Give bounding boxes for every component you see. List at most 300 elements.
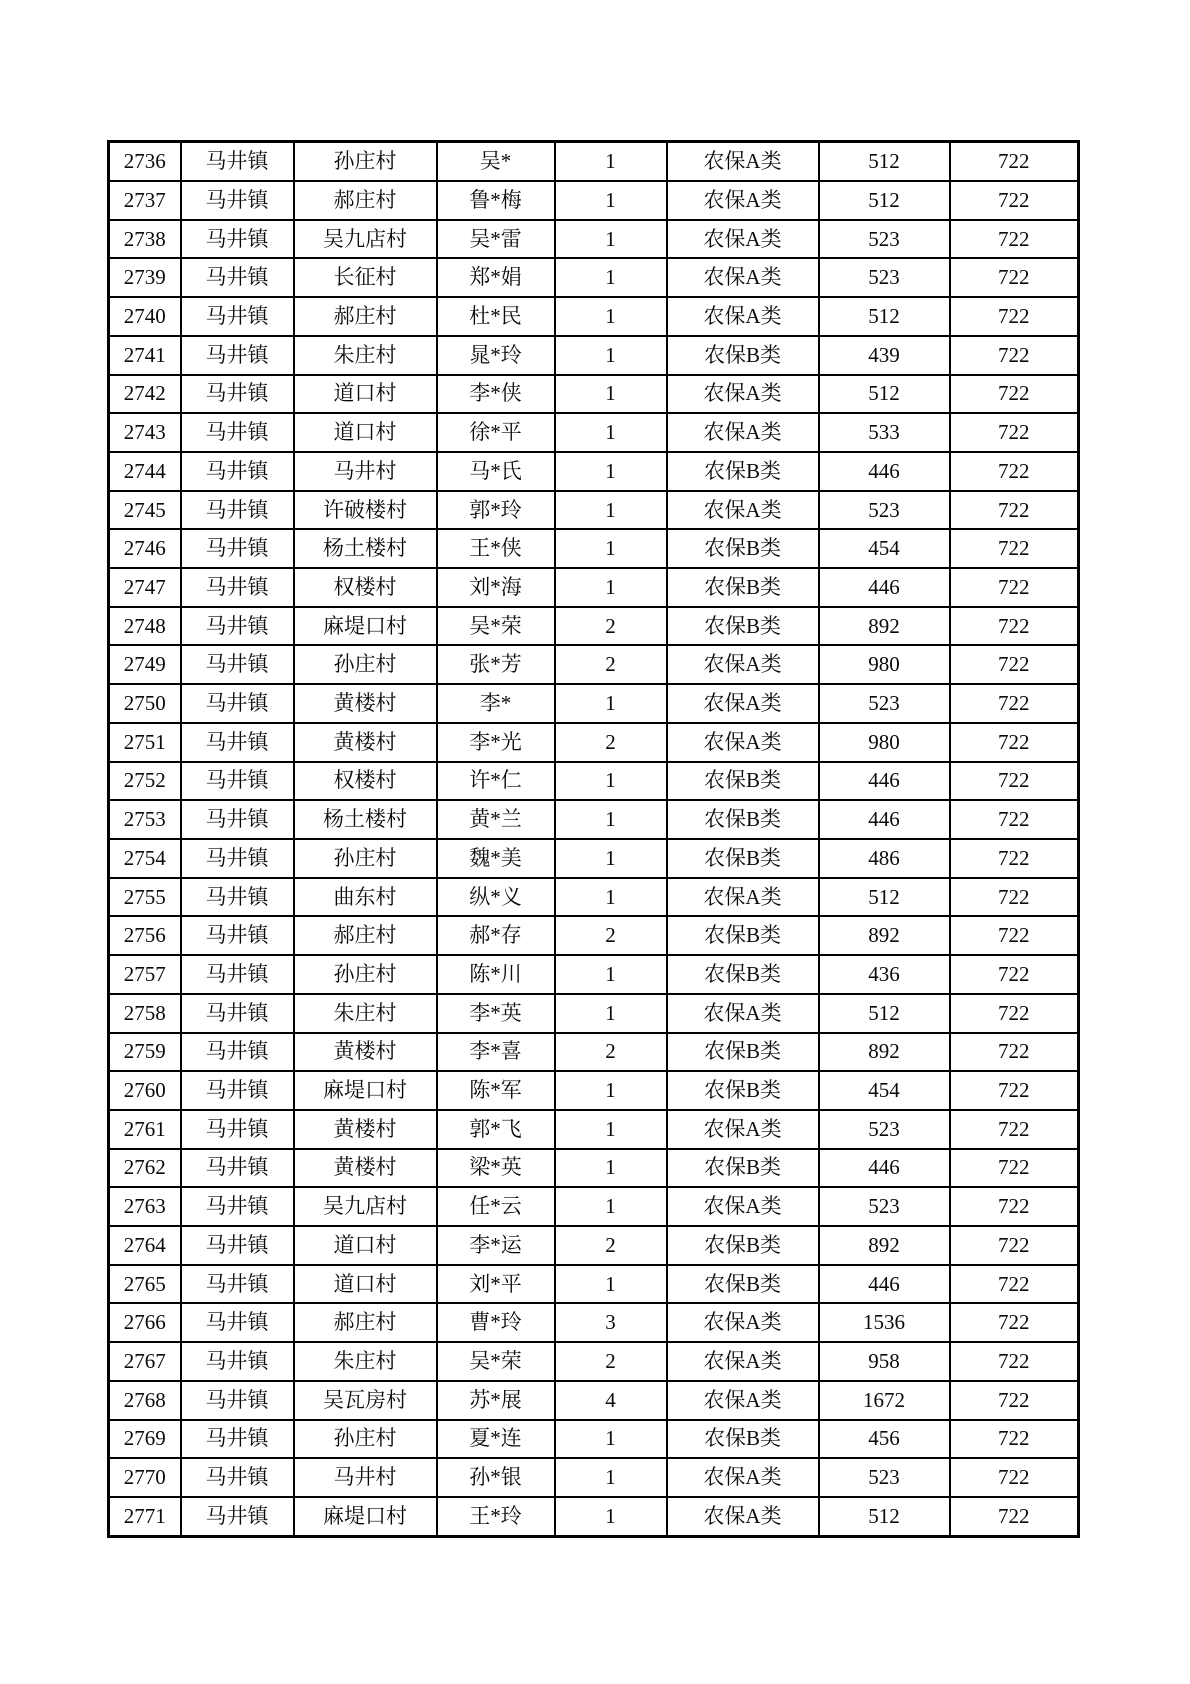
cell-town: 马井镇: [181, 1458, 294, 1497]
cell-insurance-category: 农保B类: [667, 452, 819, 491]
cell-town: 马井镇: [181, 1303, 294, 1342]
cell-standard: 722: [950, 413, 1079, 452]
cell-person-count: 1: [555, 529, 667, 568]
cell-person-count: 1: [555, 413, 667, 452]
table-row: [109, 645, 1079, 684]
cell-town: 马井镇: [181, 1226, 294, 1265]
cell-town: 马井镇: [181, 916, 294, 955]
cell-amount: 446: [819, 1265, 950, 1304]
cell-town: 马井镇: [181, 336, 294, 375]
cell-town: 马井镇: [181, 1033, 294, 1072]
cell-serial-number: 2738: [109, 220, 181, 259]
table-row: [109, 297, 1079, 336]
cell-name: 鲁*梅: [437, 181, 555, 220]
cell-name: 张*芳: [437, 645, 555, 684]
cell-person-count: 1: [555, 839, 667, 878]
cell-name: 郑*娟: [437, 258, 555, 297]
cell-person-count: 1: [555, 878, 667, 917]
cell-person-count: 1: [555, 1458, 667, 1497]
cell-village: 孙庄村: [294, 955, 437, 994]
cell-town: 马井镇: [181, 839, 294, 878]
cell-serial-number: 2759: [109, 1033, 181, 1072]
cell-name: 苏*展: [437, 1381, 555, 1420]
cell-town: 马井镇: [181, 413, 294, 452]
cell-serial-number: 2754: [109, 839, 181, 878]
cell-standard: 722: [950, 1458, 1079, 1497]
cell-insurance-category: 农保B类: [667, 1071, 819, 1110]
cell-name: 李*喜: [437, 1033, 555, 1072]
cell-person-count: 1: [555, 1110, 667, 1149]
cell-insurance-category: 农保A类: [667, 181, 819, 220]
cell-standard: 722: [950, 1303, 1079, 1342]
cell-name: 陈*川: [437, 955, 555, 994]
cell-amount: 446: [819, 568, 950, 607]
cell-name: 李*: [437, 684, 555, 723]
cell-standard: 722: [950, 1110, 1079, 1149]
cell-name: 任*云: [437, 1187, 555, 1226]
cell-name: 陈*军: [437, 1071, 555, 1110]
table-row: [109, 1226, 1079, 1265]
table-row: [109, 723, 1079, 762]
cell-insurance-category: 农保A类: [667, 994, 819, 1033]
cell-serial-number: 2736: [109, 142, 181, 182]
cell-town: 马井镇: [181, 181, 294, 220]
cell-insurance-category: 农保A类: [667, 258, 819, 297]
cell-insurance-category: 农保B类: [667, 1265, 819, 1304]
cell-name: 王*玲: [437, 1497, 555, 1537]
cell-insurance-category: 农保B类: [667, 336, 819, 375]
cell-village: 杨土楼村: [294, 800, 437, 839]
cell-insurance-category: 农保A类: [667, 142, 819, 182]
cell-village: 黄楼村: [294, 1149, 437, 1188]
cell-standard: 722: [950, 258, 1079, 297]
cell-village: 黄楼村: [294, 684, 437, 723]
cell-town: 马井镇: [181, 297, 294, 336]
cell-name: 纵*义: [437, 878, 555, 917]
table-row: [109, 181, 1079, 220]
cell-name: 曹*玲: [437, 1303, 555, 1342]
cell-amount: 456: [819, 1420, 950, 1459]
cell-standard: 722: [950, 1187, 1079, 1226]
cell-serial-number: 2741: [109, 336, 181, 375]
cell-standard: 722: [950, 1497, 1079, 1537]
cell-amount: 454: [819, 529, 950, 568]
cell-person-count: 1: [555, 491, 667, 530]
cell-standard: 722: [950, 1149, 1079, 1188]
cell-person-count: 2: [555, 1226, 667, 1265]
table-row: [109, 1110, 1079, 1149]
cell-village: 郝庄村: [294, 916, 437, 955]
table-row: [109, 762, 1079, 801]
cell-amount: 958: [819, 1342, 950, 1381]
cell-insurance-category: 农保B类: [667, 1226, 819, 1265]
cell-serial-number: 2739: [109, 258, 181, 297]
cell-name: 黄*兰: [437, 800, 555, 839]
table-row: [109, 955, 1079, 994]
cell-town: 马井镇: [181, 220, 294, 259]
cell-name: 吴*荣: [437, 607, 555, 646]
cell-village: 黄楼村: [294, 1033, 437, 1072]
cell-name: 李*运: [437, 1226, 555, 1265]
table-row: [109, 1458, 1079, 1497]
cell-person-count: 1: [555, 1071, 667, 1110]
table-row: [109, 1033, 1079, 1072]
cell-standard: 722: [950, 916, 1079, 955]
cell-amount: 892: [819, 1033, 950, 1072]
cell-name: 吴*: [437, 142, 555, 182]
table-row: [109, 258, 1079, 297]
cell-insurance-category: 农保A类: [667, 1381, 819, 1420]
cell-town: 马井镇: [181, 1071, 294, 1110]
cell-town: 马井镇: [181, 568, 294, 607]
cell-serial-number: 2742: [109, 375, 181, 414]
cell-serial-number: 2757: [109, 955, 181, 994]
cell-amount: 523: [819, 258, 950, 297]
cell-person-count: 1: [555, 375, 667, 414]
cell-amount: 454: [819, 1071, 950, 1110]
cell-village: 朱庄村: [294, 336, 437, 375]
cell-insurance-category: 农保B类: [667, 568, 819, 607]
cell-standard: 722: [950, 800, 1079, 839]
cell-standard: 722: [950, 529, 1079, 568]
cell-person-count: 1: [555, 568, 667, 607]
cell-insurance-category: 农保B类: [667, 1149, 819, 1188]
cell-insurance-category: 农保A类: [667, 491, 819, 530]
cell-amount: 446: [819, 452, 950, 491]
cell-amount: 523: [819, 1187, 950, 1226]
cell-name: 魏*美: [437, 839, 555, 878]
table-row: [109, 1187, 1079, 1226]
cell-amount: 512: [819, 142, 950, 182]
table-row: [109, 1265, 1079, 1304]
cell-standard: 722: [950, 1342, 1079, 1381]
cell-insurance-category: 农保B类: [667, 1420, 819, 1459]
cell-insurance-category: 农保A类: [667, 1342, 819, 1381]
cell-serial-number: 2752: [109, 762, 181, 801]
cell-person-count: 1: [555, 220, 667, 259]
cell-village: 权楼村: [294, 568, 437, 607]
cell-village: 黄楼村: [294, 1110, 437, 1149]
cell-name: 李*英: [437, 994, 555, 1033]
cell-town: 马井镇: [181, 1497, 294, 1537]
cell-serial-number: 2756: [109, 916, 181, 955]
cell-standard: 722: [950, 142, 1079, 182]
cell-serial-number: 2751: [109, 723, 181, 762]
cell-person-count: 1: [555, 762, 667, 801]
cell-village: 郝庄村: [294, 297, 437, 336]
cell-name: 孙*银: [437, 1458, 555, 1497]
cell-standard: 722: [950, 645, 1079, 684]
cell-serial-number: 2771: [109, 1497, 181, 1537]
cell-village: 吴九店村: [294, 220, 437, 259]
cell-standard: 722: [950, 1381, 1079, 1420]
table-row: [109, 491, 1079, 530]
cell-amount: 512: [819, 1497, 950, 1537]
cell-person-count: 1: [555, 181, 667, 220]
cell-person-count: 1: [555, 297, 667, 336]
cell-insurance-category: 农保B类: [667, 529, 819, 568]
cell-serial-number: 2746: [109, 529, 181, 568]
cell-town: 马井镇: [181, 142, 294, 182]
cell-serial-number: 2755: [109, 878, 181, 917]
cell-serial-number: 2760: [109, 1071, 181, 1110]
cell-name: 李*光: [437, 723, 555, 762]
cell-amount: 523: [819, 1110, 950, 1149]
cell-serial-number: 2768: [109, 1381, 181, 1420]
cell-name: 吴*荣: [437, 1342, 555, 1381]
table-row: [109, 375, 1079, 414]
cell-village: 道口村: [294, 1265, 437, 1304]
cell-village: 麻堤口村: [294, 1497, 437, 1537]
cell-person-count: 1: [555, 452, 667, 491]
table-row: [109, 916, 1079, 955]
cell-insurance-category: 农保A类: [667, 684, 819, 723]
table-row: [109, 568, 1079, 607]
cell-serial-number: 2753: [109, 800, 181, 839]
cell-amount: 892: [819, 607, 950, 646]
cell-insurance-category: 农保B类: [667, 762, 819, 801]
cell-amount: 446: [819, 800, 950, 839]
cell-person-count: 2: [555, 916, 667, 955]
cell-serial-number: 2743: [109, 413, 181, 452]
cell-village: 道口村: [294, 1226, 437, 1265]
cell-standard: 722: [950, 1226, 1079, 1265]
cell-serial-number: 2747: [109, 568, 181, 607]
cell-name: 李*侠: [437, 375, 555, 414]
cell-amount: 523: [819, 220, 950, 259]
cell-person-count: 4: [555, 1381, 667, 1420]
cell-village: 麻堤口村: [294, 1071, 437, 1110]
cell-village: 孙庄村: [294, 645, 437, 684]
cell-serial-number: 2765: [109, 1265, 181, 1304]
cell-serial-number: 2761: [109, 1110, 181, 1149]
cell-serial-number: 2763: [109, 1187, 181, 1226]
cell-serial-number: 2750: [109, 684, 181, 723]
cell-insurance-category: 农保A类: [667, 297, 819, 336]
cell-name: 刘*海: [437, 568, 555, 607]
table-row: [109, 878, 1079, 917]
cell-serial-number: 2766: [109, 1303, 181, 1342]
cell-person-count: 1: [555, 1265, 667, 1304]
cell-name: 刘*平: [437, 1265, 555, 1304]
cell-serial-number: 2745: [109, 491, 181, 530]
cell-person-count: 1: [555, 1420, 667, 1459]
cell-town: 马井镇: [181, 878, 294, 917]
cell-village: 黄楼村: [294, 723, 437, 762]
cell-insurance-category: 农保A类: [667, 1110, 819, 1149]
cell-village: 许破楼村: [294, 491, 437, 530]
cell-insurance-category: 农保B类: [667, 1033, 819, 1072]
cell-insurance-category: 农保B类: [667, 800, 819, 839]
cell-town: 马井镇: [181, 375, 294, 414]
cell-amount: 436: [819, 955, 950, 994]
cell-standard: 722: [950, 762, 1079, 801]
cell-person-count: 1: [555, 1497, 667, 1537]
table-row: [109, 220, 1079, 259]
cell-standard: 722: [950, 297, 1079, 336]
cell-standard: 722: [950, 1420, 1079, 1459]
cell-village: 马井村: [294, 1458, 437, 1497]
cell-person-count: 1: [555, 1187, 667, 1226]
cell-serial-number: 2770: [109, 1458, 181, 1497]
cell-village: 道口村: [294, 413, 437, 452]
cell-town: 马井镇: [181, 723, 294, 762]
cell-name: 杜*民: [437, 297, 555, 336]
cell-village: 杨土楼村: [294, 529, 437, 568]
cell-amount: 892: [819, 916, 950, 955]
table-row: [109, 529, 1079, 568]
cell-person-count: 2: [555, 1033, 667, 1072]
cell-standard: 722: [950, 1071, 1079, 1110]
cell-insurance-category: 农保A类: [667, 220, 819, 259]
table-row: [109, 336, 1079, 375]
table-row: [109, 142, 1079, 182]
cell-person-count: 3: [555, 1303, 667, 1342]
cell-standard: 722: [950, 994, 1079, 1033]
cell-standard: 722: [950, 955, 1079, 994]
cell-town: 马井镇: [181, 684, 294, 723]
table-row: [109, 994, 1079, 1033]
cell-amount: 980: [819, 723, 950, 762]
cell-person-count: 2: [555, 607, 667, 646]
cell-town: 马井镇: [181, 994, 294, 1033]
cell-amount: 1536: [819, 1303, 950, 1342]
cell-person-count: 1: [555, 994, 667, 1033]
cell-standard: 722: [950, 452, 1079, 491]
records-table-body: [109, 142, 1079, 1537]
records-table: [107, 140, 1080, 1538]
cell-amount: 523: [819, 684, 950, 723]
cell-village: 马井村: [294, 452, 437, 491]
cell-village: 权楼村: [294, 762, 437, 801]
cell-amount: 512: [819, 994, 950, 1033]
cell-person-count: 1: [555, 336, 667, 375]
cell-person-count: 1: [555, 955, 667, 994]
table-row: [109, 1342, 1079, 1381]
cell-person-count: 1: [555, 684, 667, 723]
cell-town: 马井镇: [181, 452, 294, 491]
cell-town: 马井镇: [181, 1187, 294, 1226]
cell-town: 马井镇: [181, 955, 294, 994]
cell-amount: 486: [819, 839, 950, 878]
cell-town: 马井镇: [181, 491, 294, 530]
cell-amount: 892: [819, 1226, 950, 1265]
cell-serial-number: 2740: [109, 297, 181, 336]
cell-town: 马井镇: [181, 258, 294, 297]
cell-village: 孙庄村: [294, 142, 437, 182]
cell-name: 许*仁: [437, 762, 555, 801]
cell-insurance-category: 农保B类: [667, 839, 819, 878]
cell-town: 马井镇: [181, 529, 294, 568]
cell-village: 孙庄村: [294, 839, 437, 878]
cell-standard: 722: [950, 568, 1079, 607]
cell-standard: 722: [950, 839, 1079, 878]
cell-insurance-category: 农保A类: [667, 1458, 819, 1497]
cell-serial-number: 2767: [109, 1342, 181, 1381]
cell-insurance-category: 农保B类: [667, 607, 819, 646]
cell-person-count: 1: [555, 800, 667, 839]
cell-amount: 512: [819, 181, 950, 220]
table-row: [109, 452, 1079, 491]
table-row: [109, 1303, 1079, 1342]
cell-town: 马井镇: [181, 1110, 294, 1149]
cell-town: 马井镇: [181, 645, 294, 684]
cell-amount: 523: [819, 491, 950, 530]
cell-town: 马井镇: [181, 1342, 294, 1381]
cell-name: 晁*玲: [437, 336, 555, 375]
cell-town: 马井镇: [181, 800, 294, 839]
cell-standard: 722: [950, 491, 1079, 530]
cell-town: 马井镇: [181, 1265, 294, 1304]
cell-standard: 722: [950, 181, 1079, 220]
table-row: [109, 684, 1079, 723]
table-row: [109, 800, 1079, 839]
cell-person-count: 2: [555, 1342, 667, 1381]
cell-name: 郭*飞: [437, 1110, 555, 1149]
cell-insurance-category: 农保B类: [667, 916, 819, 955]
cell-serial-number: 2758: [109, 994, 181, 1033]
cell-serial-number: 2737: [109, 181, 181, 220]
cell-amount: 980: [819, 645, 950, 684]
table-row: [109, 413, 1079, 452]
cell-village: 朱庄村: [294, 994, 437, 1033]
cell-person-count: 2: [555, 645, 667, 684]
cell-village: 长征村: [294, 258, 437, 297]
table-row: [109, 607, 1079, 646]
cell-standard: 722: [950, 607, 1079, 646]
cell-name: 马*氏: [437, 452, 555, 491]
cell-serial-number: 2748: [109, 607, 181, 646]
cell-name: 梁*英: [437, 1149, 555, 1188]
cell-village: 郝庄村: [294, 1303, 437, 1342]
cell-serial-number: 2749: [109, 645, 181, 684]
cell-town: 马井镇: [181, 1420, 294, 1459]
cell-serial-number: 2769: [109, 1420, 181, 1459]
cell-insurance-category: 农保A类: [667, 1187, 819, 1226]
cell-town: 马井镇: [181, 607, 294, 646]
cell-amount: 512: [819, 878, 950, 917]
cell-insurance-category: 农保A类: [667, 375, 819, 414]
cell-amount: 439: [819, 336, 950, 375]
cell-standard: 722: [950, 336, 1079, 375]
cell-standard: 722: [950, 1033, 1079, 1072]
cell-village: 麻堤口村: [294, 607, 437, 646]
cell-amount: 512: [819, 375, 950, 414]
cell-town: 马井镇: [181, 1381, 294, 1420]
table-row: [109, 1071, 1079, 1110]
cell-name: 郭*玲: [437, 491, 555, 530]
table-row: [109, 839, 1079, 878]
cell-village: 吴瓦房村: [294, 1381, 437, 1420]
cell-standard: 722: [950, 684, 1079, 723]
cell-amount: 446: [819, 1149, 950, 1188]
cell-name: 王*侠: [437, 529, 555, 568]
cell-village: 孙庄村: [294, 1420, 437, 1459]
cell-person-count: 1: [555, 258, 667, 297]
cell-serial-number: 2744: [109, 452, 181, 491]
cell-insurance-category: 农保A类: [667, 878, 819, 917]
cell-standard: 722: [950, 878, 1079, 917]
cell-insurance-category: 农保A类: [667, 1497, 819, 1537]
cell-town: 马井镇: [181, 1149, 294, 1188]
cell-person-count: 1: [555, 1149, 667, 1188]
cell-serial-number: 2764: [109, 1226, 181, 1265]
cell-insurance-category: 农保A类: [667, 413, 819, 452]
table-row: [109, 1149, 1079, 1188]
cell-village: 道口村: [294, 375, 437, 414]
cell-amount: 1672: [819, 1381, 950, 1420]
cell-amount: 446: [819, 762, 950, 801]
